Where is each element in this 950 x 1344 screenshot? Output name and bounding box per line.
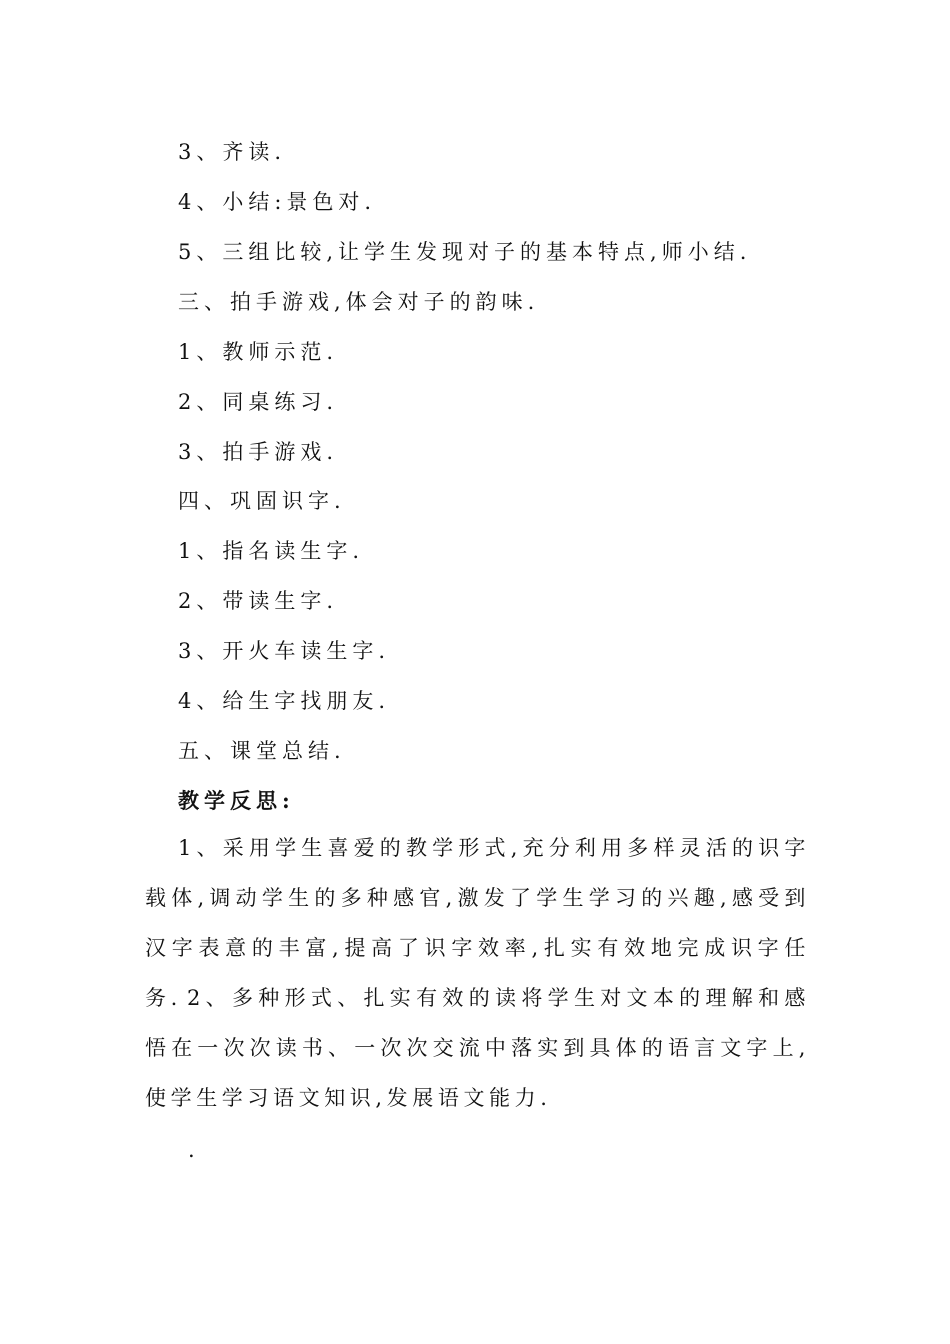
step-line: 3、拍手游戏. — [178, 440, 339, 464]
step-line: 1、指名读生字. — [178, 539, 365, 563]
reflection-paragraph-2: 2、多种形式、扎实有效的读将学生对文本的理解和感悟在一次次读书、一次次交流中落实到具体的语言文字上,使学生学习语文知识,发展语文能力. — [145, 986, 810, 1110]
section-heading: 五、课堂总结. — [178, 739, 346, 763]
trailing-mark: . — [188, 1138, 195, 1162]
step-line: 3、齐读. — [178, 140, 287, 164]
section-heading: 三、拍手游戏,体会对子的韵味. — [178, 290, 540, 314]
step-line: 2、同桌练习. — [178, 390, 339, 414]
step-line: 4、小结:景色对. — [178, 190, 377, 214]
reflection-paragraph-1: 1、采用学生喜爱的教学形式,充分利用多样灵活的识字载体,调动学生的多种感官,激发了学生学习的兴趣,感受到汉字表意的丰富,提高了识字效率,扎实有效地完成识字任务. — [145, 836, 810, 1010]
step-line: 3、开火车读生字. — [178, 639, 391, 663]
step-line: 1、教师示范. — [178, 340, 339, 364]
step-line: 4、给生字找朋友. — [178, 689, 391, 713]
section-heading: 四、巩固识字. — [178, 489, 346, 513]
reflection-heading: 教学反思: — [178, 788, 295, 813]
step-line: 5、三组比较,让学生发现对子的基本特点,师小结. — [178, 240, 752, 264]
step-line: 2、带读生字. — [178, 589, 339, 613]
